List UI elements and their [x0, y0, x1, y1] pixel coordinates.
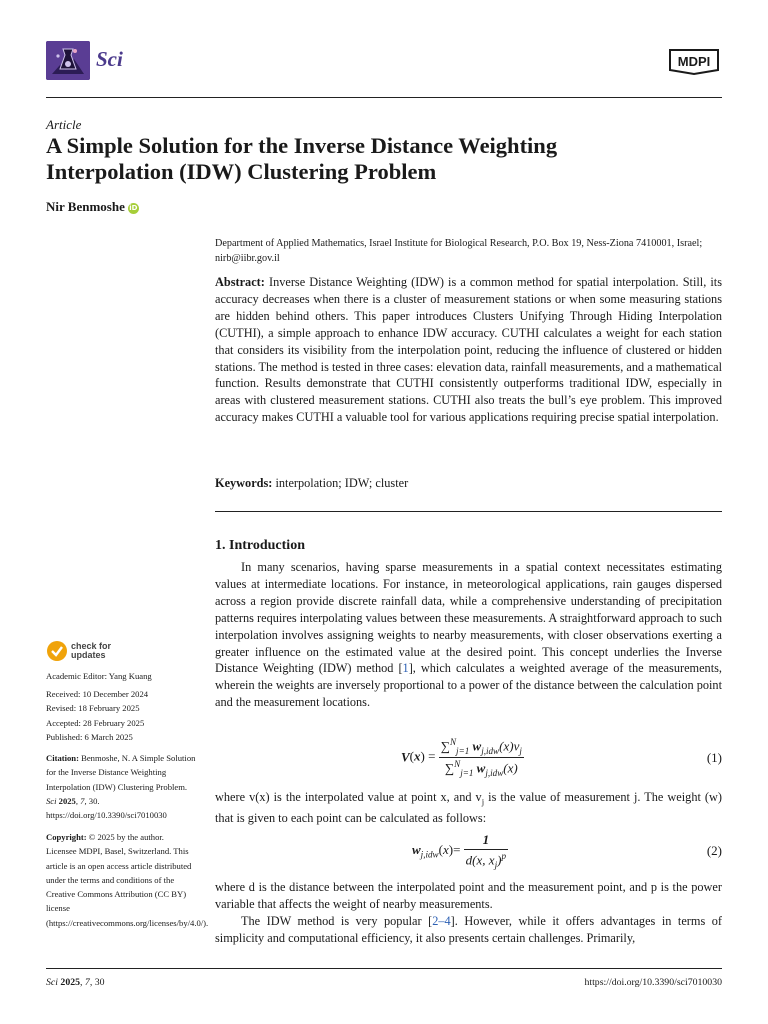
citation-volume: 7: [80, 795, 85, 806]
footer-journal: Sci: [46, 977, 58, 988]
citation-text: Benmoshe, N. A Simple Solution for the Inverse Distance Weighting Interpolation (IDW) Clustering Problem.: [46, 753, 196, 792]
abstract: [215, 274, 722, 426]
section-heading: 1. Introduction: [215, 538, 305, 553]
footer-page: , 30: [89, 977, 105, 988]
reference-link[interactable]: 1: [402, 661, 409, 676]
dates: [46, 687, 196, 744]
intro-p2-sub: j: [481, 796, 485, 807]
copyright-label: Copyright:: [46, 832, 87, 842]
revised-date: Revised: 18 February 2025: [46, 703, 140, 714]
keywords: [215, 476, 408, 491]
copyright-text: © 2025 by the author. Licensee MDPI, Basel, Switzerland. This article is an open access article distributed under the terms and conditions of the Creative Commons Attribution (CC BY) license (https://creativecommons.org/licenses/by/4.0/).: [46, 832, 209, 928]
paper-title: A Simple Solution for the Inverse Distance Weighting Interpolation (IDW) Clustering Problem: [46, 133, 558, 184]
intro-p4-text-b: ]. However, while it offers advantages in terms of simplicity and computational efficiency, it also presents certain challenges. Primarily,: [215, 914, 722, 945]
check-updates-icon: [46, 640, 68, 662]
article-type: Article: [46, 117, 82, 132]
accepted-date: Accepted: 28 February 2025: [46, 717, 145, 728]
keywords-label: Keywords:: [215, 476, 273, 490]
citation: Citation: Benmoshe, N. A Simple Solution for the Inverse Distance Weighting Interpolation (IDW) Clustering Problem. Sci 2025, 7, 30. https://doi.org/10.3390/sci7010030: [46, 753, 196, 821]
keywords-text: interpolation; IDW; cluster: [275, 476, 409, 490]
citation-rest[interactable]: , 30. https://doi.org/10.3390/sci7010030: [46, 795, 167, 821]
intro-p1-text-a: In many scenarios, having sparse measurements in a spatial context necessitates estimating values at intermediate locations. For instance, in meteorological applications, rain gauges dispersed across a region provide discrete rainfall data, while a comprehensive understanding of precipitation patterns requires interpolating values between these measurements. A straightforward approach to such interpolation involves assigning weights to nearby measurements, with closer observations exerting a greater influence on the estimated value at the desired point. This concept underlies the Inverse Distance Weighting (IDW) method [: [215, 560, 722, 676]
affiliation: Department of Applied Mathematics, Israel Institute for Biological Research, P.O. Box 19, Ness-Ziona 7410001, Israel; nirb@iibr.gov.il: [215, 238, 703, 264]
mdpi-logo-text: MDPI: [677, 54, 711, 69]
equation-1: [215, 737, 722, 781]
intro-p4-text-a: The IDW method is very popular [: [241, 914, 433, 928]
citation-journal: Sci: [46, 795, 57, 806]
equation-2: [215, 832, 722, 872]
equation-1-formula: V(x) = $\frac{\sum^N_{j=1} w_{j,idw}(x)v_j}{\sum^N_{j=1} w_{j,idw}(x)}$: [401, 737, 522, 778]
footer-doi-link[interactable]: https://doi.org/10.3390/sci7010030: [584, 977, 722, 988]
intro-paragraph-1: [215, 559, 722, 711]
equation-2-formula: $w_{j,idw}(x)=$ $\frac{1}{d(x, x_j)^p}$: [412, 832, 506, 870]
orcid-icon[interactable]: iD: [129, 204, 138, 212]
reference-link[interactable]: 2–4: [432, 914, 451, 928]
intro-p1-text-b: ], which calculates a weighted average of the measurements, wherein the weights are inversely proportional to a power of the distance between the calculation point and the measurement locations.: [215, 661, 722, 710]
intro-p2-text-a: where v(x) is the interpolated value at point x, and v: [215, 790, 482, 804]
intro-p2-text-b: is the value of measurement j. The weight (w) that is given to each point can be calculated as follows:: [215, 790, 722, 826]
author-name: Nir Benmoshe: [46, 199, 125, 214]
copyright: [46, 830, 209, 930]
footer-citation: Sci 2025, 7, 30: [46, 977, 105, 988]
published-date: Published: 6 March 2025: [46, 731, 133, 742]
intro-paragraph-4: [215, 913, 722, 947]
footer-rule: [46, 968, 722, 969]
abstract-label: Abstract:: [215, 275, 265, 289]
intro-paragraph-3: where d is the distance between the interpolated point and the measurement point, and p is the power variable that affects the weight of nearby measurements.: [215, 880, 722, 911]
footer-volume: 7: [84, 977, 90, 988]
author: [46, 199, 139, 215]
journal-logo: [46, 41, 90, 80]
check-updates-line1: check for: [71, 640, 112, 651]
mdpi-logo: [666, 48, 722, 76]
citation-year: 2025: [58, 795, 76, 806]
check-updates-line2: updates: [71, 650, 106, 660]
abstract-text: Inverse Distance Weighting (IDW) is a common method for spatial interpolation. Still, its accuracy decreases when there is a cluster of measurement stations or when some measuring stations are hidden behind others. This paper introduces Clusters Unifying Through Hiding Interpolation (CUTHI), a simple approach to enhance IDW accuracy. CUTHI calculates a weight for each station that considers its visibility from the interpolation point, reducing the influence of clustered or hidden stations. The method is tested in three cases: elevation data, rainfall measurements, and a mathematical function. Results demonstrate that CUTHI consistently outperforms traditional IDW, especially in areas with clustered measurement stations. CUTHI also treats the bull’s eye problem. This improved accuracy makes CUTHI a valuable tool for various applications requiring precise spatial interpolation.: [215, 275, 722, 425]
intro-paragraph-2: [215, 789, 722, 827]
equation-2-number: (2): [706, 843, 722, 858]
received-date: Received: 10 December 2024: [46, 689, 149, 699]
equation-1-number: (1): [706, 750, 722, 765]
abstract-rule: [215, 511, 722, 512]
academic-editor: Academic Editor: Yang Kuang: [46, 671, 152, 681]
header-rule: [46, 97, 722, 98]
journal-name: Sci: [96, 47, 123, 71]
footer-year: 2025: [60, 977, 81, 988]
citation-label: Citation:: [46, 753, 79, 763]
check-for-updates-badge[interactable]: [46, 640, 111, 662]
